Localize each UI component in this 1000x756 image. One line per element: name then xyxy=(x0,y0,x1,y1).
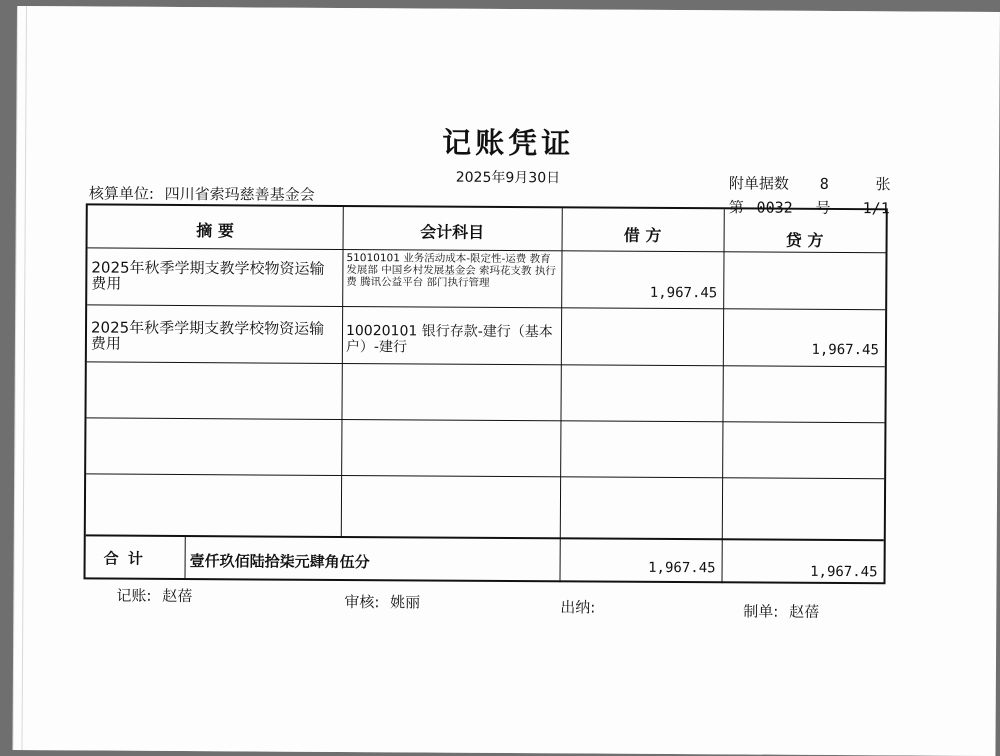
footer-reviewer xyxy=(344,591,420,612)
voucher-page: 1/1 xyxy=(863,199,890,217)
unit-name: 四川省索玛慈善基金会 xyxy=(165,185,315,204)
row2-credit: 1,967.45 xyxy=(723,341,879,358)
row1-credit xyxy=(723,285,879,286)
total-label: 合 计 xyxy=(104,548,145,569)
row1-debit: 1,967.45 xyxy=(561,284,717,301)
column-divider xyxy=(721,209,724,583)
total-in-words: 壹仟玖佰陆拾柒元肆角伍分 xyxy=(190,550,370,572)
column-divider xyxy=(559,208,562,582)
reviewer-label: 审核: xyxy=(344,593,379,611)
preparer-name: 赵蓓 xyxy=(789,603,819,621)
header-account: 会计科目 xyxy=(343,219,562,243)
voucher-prefix: 第 xyxy=(729,196,744,217)
unit-label: 核算单位: xyxy=(89,184,154,202)
voucher-date: 2025年9月30日 xyxy=(17,164,999,190)
voucher-suffix: 号- xyxy=(815,197,836,218)
row-divider xyxy=(86,534,884,541)
row2-account: 10020101 银行存款-建行（基本户）-建行 xyxy=(346,323,556,356)
bookkeeper-name: 赵蓓 xyxy=(162,587,192,605)
total-credit: 1,967.45 xyxy=(722,563,878,580)
footer-cashier xyxy=(560,596,595,617)
total-debit: 1,967.45 xyxy=(560,559,716,576)
row-divider xyxy=(87,361,885,367)
footer-preparer xyxy=(743,600,819,621)
preparer-label: 制单: xyxy=(743,602,778,620)
row2-debit xyxy=(561,340,717,341)
row1-summary: 2025年秋季学期支教学校物资运输费用 xyxy=(91,259,337,293)
cashier-label: 出纳: xyxy=(560,598,595,616)
accounting-unit xyxy=(89,182,315,204)
column-divider xyxy=(184,536,185,580)
row-divider xyxy=(87,304,885,310)
voucher-title: 记账凭证 xyxy=(17,118,999,165)
attachment-label: 附单据数 xyxy=(729,172,789,193)
attachment-suffix: 张 xyxy=(875,173,890,194)
attachment-number: 8 xyxy=(820,175,829,193)
voucher-number-value: 0032 xyxy=(757,199,793,217)
header-summary: 摘 要 xyxy=(88,217,343,242)
voucher-table xyxy=(83,203,887,584)
attachment-count xyxy=(729,172,891,194)
voucher-sheet xyxy=(13,6,1000,756)
row-divider xyxy=(86,473,884,479)
bookkeeper-label: 记账: xyxy=(116,587,151,605)
reviewer-name: 姚丽 xyxy=(390,593,420,611)
row2-summary: 2025年秋季学期支教学校物资运输费用 xyxy=(91,319,337,353)
row-divider xyxy=(86,417,884,423)
column-divider xyxy=(341,207,344,537)
header-debit: 借 方 xyxy=(562,222,724,246)
row1-account: 51010101 业务活动成本-限定性-运费 教育发展部 中国乡村发展基金会 索玛花支教 执行费 腾讯公益平台 部门执行管理 xyxy=(346,252,556,289)
header-credit: 贷 方 xyxy=(724,227,886,251)
footer-bookkeeper xyxy=(116,585,192,606)
